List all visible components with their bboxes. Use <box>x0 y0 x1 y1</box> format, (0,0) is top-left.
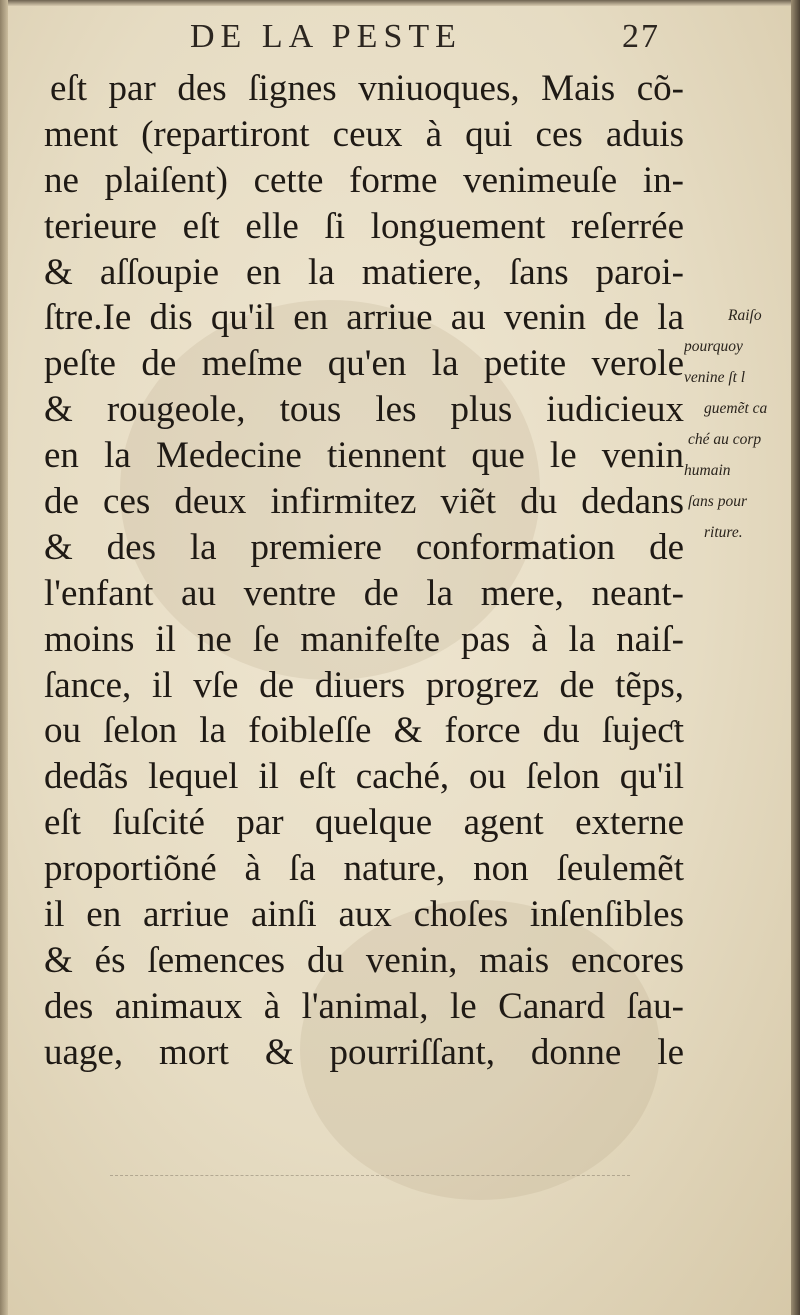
text-line: moins il ne ſe manifeſte pas à la naiſ- <box>44 618 684 660</box>
margin-note-line: ſans pour <box>688 493 747 510</box>
text-line: & és ſemences du venin, mais encores <box>44 939 684 981</box>
page-left-edge <box>0 0 8 1315</box>
text-line: & rougeole, tous les plus iudicieux <box>44 389 684 431</box>
show-through-rule <box>110 1175 630 1176</box>
text-line: uage, mort & pourriſſant, donne le <box>44 1031 684 1073</box>
margin-note-line: Raiſo <box>728 307 762 324</box>
text-line: terieure eſt elle ſi longuement reſerrée <box>44 205 684 247</box>
body-text <box>44 66 684 1076</box>
text-line: en la Medecine tiennent que le venin <box>44 435 684 477</box>
margin-note-line: pourquoy <box>684 338 743 355</box>
text-line: des animaux à l'animal, le Canard ſau- <box>44 985 684 1027</box>
margin-note-line: guemẽt ca <box>704 400 768 417</box>
page-number: 27 <box>622 18 660 55</box>
margin-note-line: venine ſt l <box>684 369 746 386</box>
text-line: eſt ſuſcité par quelque agent externe <box>44 802 684 844</box>
text-line: ſance, il vſe de diuers progrez de tẽps, <box>44 664 684 706</box>
text-line: de ces deux infirmitez viẽt du dedans <box>44 481 684 523</box>
text-line: proportiõné à ſa nature, non ſeulemẽt <box>44 848 684 890</box>
running-head <box>190 18 670 62</box>
text-line: peſte de meſme qu'en la petite verole <box>44 343 684 385</box>
margin-note-line: riture. <box>704 524 743 541</box>
text-line: l'enfant au ventre de la mere, neant- <box>44 572 684 614</box>
margin-note-line: humain <box>684 462 731 479</box>
margin-note <box>684 300 794 548</box>
running-title: DE LA PESTE <box>190 18 462 55</box>
page-top-edge <box>0 0 800 6</box>
text-line: ſtre.Ie dis qu'il en arriue au venin de la <box>44 297 684 339</box>
margin-note-line: ché au corp <box>688 431 762 448</box>
page-right-edge <box>791 0 800 1315</box>
text-line: il en arriue ainſi aux choſes inſenſibles <box>44 894 684 936</box>
text-line: ne plaiſent) cette forme venimeuſe in- <box>44 159 684 201</box>
text-line: & aſſoupie en la matiere, ſans paroi- <box>44 251 684 293</box>
text-line: dedãs lequel il eſt caché, ou ſelon qu'il <box>44 756 684 798</box>
text-line: ment (repartiront ceux à qui ces aduis <box>44 113 684 155</box>
text-line: ou ſelon la foibleſſe & force du ſujeƈt <box>44 710 684 752</box>
text-line: & des la premiere conformation de <box>44 526 684 568</box>
text-line: eſt par des ſignes vniuoques, Mais cõ- <box>50 68 684 109</box>
